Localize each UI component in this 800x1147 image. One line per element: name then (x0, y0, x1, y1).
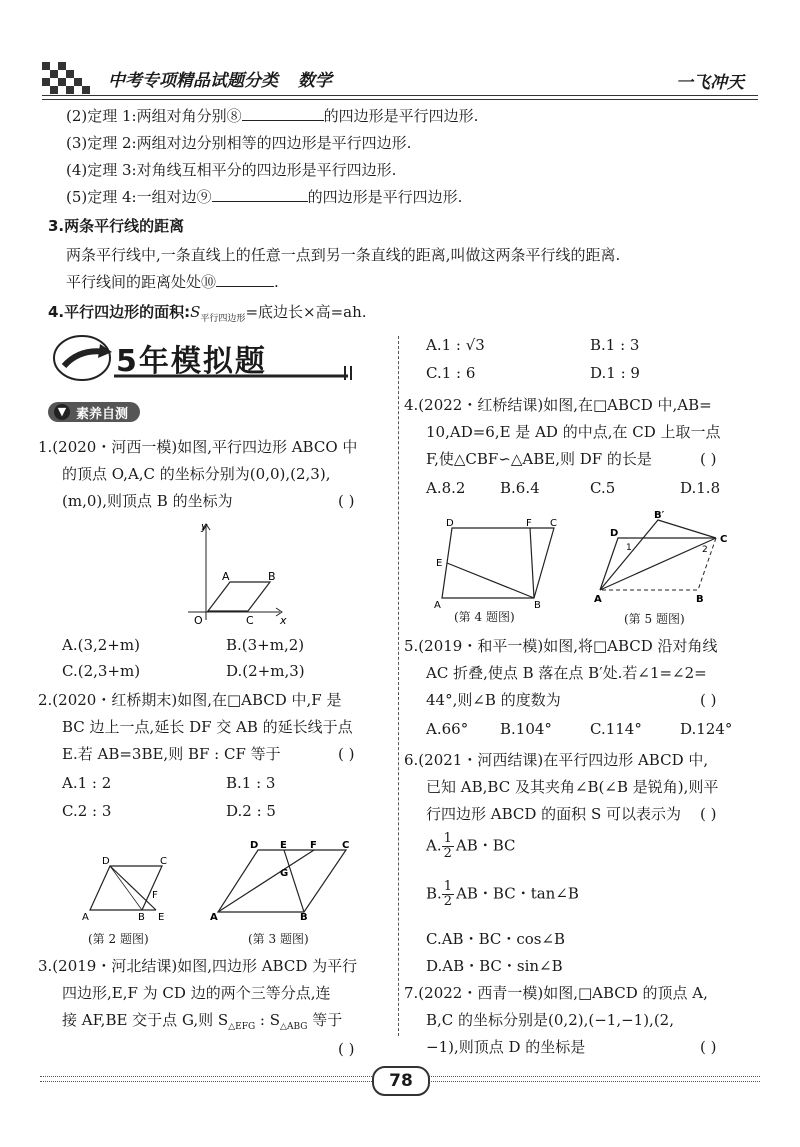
header-rule (42, 95, 758, 100)
q3-label-B: B (300, 912, 308, 922)
q7-line1: 7.(2022・西青一模)如图,□ABCD 的顶点 A, (404, 984, 708, 1002)
theorem-2: (3)定理 2:两组对边分别相等的四边形是平行四边形. (66, 134, 412, 152)
q4-option-c: C.5 (590, 479, 616, 497)
q1-label-A: A (222, 570, 230, 583)
arrow-down-icon: ▼ (54, 404, 70, 420)
q2-label-F: F (152, 890, 158, 901)
q6-line3: 行四边形 ABCD 的面积 S 可以表示为 (426, 805, 681, 823)
q3-label-G: G (280, 868, 289, 879)
q5-line1: 5.(2019・和平一模)如图,将□ABCD 沿对角线 (404, 637, 718, 655)
q1-option-d: D.(2+m,3) (226, 662, 305, 680)
q3-option-a: A.1 : √3 (426, 336, 485, 354)
q1-option-b: B.(3+m,2) (226, 636, 305, 654)
q2-line3: E.若 AB=3BE,则 BF : CF 等于 (62, 745, 281, 763)
q1-label-O: O (194, 614, 203, 627)
q3-label-D: D (250, 840, 259, 851)
q5-option-b: B.104° (500, 720, 552, 738)
q4-label-A: A (434, 600, 441, 610)
q5-option-c: C.114° (590, 720, 642, 738)
q4-line2: 10,AD=6,E 是 AD 的中点,在 CD 上取一点 (426, 423, 721, 441)
q1-option-a: A.(3,2+m) (62, 636, 140, 654)
q1-line1: 1.(2020・河西一模)如图,平行四边形 ABCO 中 (38, 438, 358, 456)
q4-label-F: F (526, 518, 532, 529)
q5-line3: 44°,则∠B 的度数为 (426, 691, 561, 709)
q4-label-B: B (534, 600, 541, 610)
q2-option-b: B.1 : 3 (226, 774, 276, 792)
q4-option-a: A.8.2 (426, 479, 466, 497)
q3-label-C: C (342, 840, 350, 851)
q5-option-d: D.124° (680, 720, 733, 738)
q1-label-B: B (268, 570, 276, 583)
q4-label-D: D (446, 518, 454, 529)
q2-option-d: D.2 : 5 (226, 802, 276, 820)
q1-line3: (m,0),则顶点 B 的坐标为 (62, 492, 233, 510)
q5-figure (592, 508, 742, 604)
q3-label-A: A (210, 912, 218, 922)
page-number: 78 (372, 1066, 430, 1096)
q5-label-C: C (720, 534, 728, 545)
q1-answer-paren: ( ) (338, 492, 355, 510)
q2-label-B: B (138, 912, 145, 923)
subtitle-badge: ▼ 素养自测 (48, 402, 140, 422)
q5-answer-paren: ( ) (700, 691, 717, 709)
column-divider (398, 336, 399, 1036)
q3-figure-caption: (第 3 题图) (248, 932, 309, 946)
q2-figure (78, 852, 178, 924)
q3-line1: 3.(2019・河北结课)如图,四边形 ABCD 为平行 (38, 957, 358, 975)
q7-line2: B,C 的坐标分别是(0,2),(−1,−1),(2, (426, 1011, 674, 1029)
q6-option-a: A. $\frac{1}{2}$ AB・BC (426, 831, 516, 861)
theorem-1: (2)定理 1:两组对角分别⑧ 的四边形是平行四边形. (66, 107, 479, 125)
q3-answer-paren: ( ) (338, 1040, 355, 1058)
q5-figure-caption: (第 5 题图) (624, 612, 685, 626)
section4-area: 4.平行四边形的面积$:S_{平行四边形}=$底边长×高=ah. (48, 303, 367, 324)
q2-line2: BC 边上一点,延长 DF 交 AB 的延长线于点 (62, 718, 353, 736)
q4-line3: F,使△CBF∽△ABE,则 DF 的长是 (426, 450, 652, 468)
subject-title: 数学 (297, 71, 332, 91)
banner-title: 5年模拟题 (116, 344, 267, 379)
q5-line2: AC 折叠,使点 B 落在点 B′处.若∠1=∠2= (426, 664, 707, 682)
q2-label-E: E (158, 912, 165, 923)
q3-option-d: D.1 : 9 (590, 364, 640, 382)
q5-label-B: B (696, 594, 704, 604)
section3-title: 3.两条平行线的距离 (48, 217, 185, 235)
q1-label-y: y (201, 520, 208, 533)
q6-option-b: B. $\frac{1}{2}$ AB・BC・tan∠B (426, 879, 579, 909)
q3-line2: 四边形,E,F 为 CD 边的两个三等分点,连 (62, 984, 331, 1002)
q5-label-angle2: 2 (702, 545, 708, 555)
q6-option-d: D.AB・BC・sin∠B (426, 957, 563, 975)
theorem-4: (5)定理 4:一组对边⑨ 的四边形是平行四边形. (66, 188, 463, 206)
q5-option-a: A.66° (426, 720, 469, 738)
q4-option-d: D.1.8 (680, 479, 721, 497)
q5-label-A: A (594, 594, 602, 604)
q2-label-C: C (160, 856, 167, 867)
q6-line1: 6.(2021・河西结课)在平行四边形 ABCD 中, (404, 751, 709, 769)
q4-figure (430, 514, 560, 610)
q3-option-b: B.1 : 3 (590, 336, 640, 354)
q4-answer-paren: ( ) (700, 450, 717, 468)
q1-option-c: C.(2,3+m) (62, 662, 141, 680)
q7-line3: −1),则顶点 D 的坐标是 (426, 1038, 586, 1056)
q4-label-E: E (436, 558, 443, 569)
q6-option-c: C.AB・BC・cos∠B (426, 930, 566, 948)
q6-answer-paren: ( ) (700, 805, 717, 823)
q3-line3: 接 AF,BE 交于点 G,则 $S_{\triangle EFG}$ : $S_{\triangle ABG}$ 等于 (62, 1011, 343, 1032)
q5-label-Bprime: B′ (654, 510, 665, 521)
q3-option-c: C.1 : 6 (426, 364, 476, 382)
q1-label-x: x (280, 614, 287, 627)
q3-figure (206, 836, 356, 922)
q2-label-D: D (102, 856, 110, 867)
q3-label-F: F (310, 840, 317, 851)
series-title: 中考专项精品试题分类 (108, 71, 278, 91)
q5-label-angle1: 1 (626, 543, 632, 553)
q2-figure-caption: (第 2 题图) (88, 932, 149, 946)
q2-option-c: C.2 : 3 (62, 802, 112, 820)
q4-label-C: C (550, 518, 557, 529)
section3-line2: 平行线间的距离处处⑩ . (66, 273, 279, 291)
q4-option-b: B.6.4 (500, 479, 540, 497)
q1-figure (180, 520, 290, 630)
q6-line2: 已知 AB,BC 及其夹角∠B(∠B 是锐角),则平 (426, 778, 719, 796)
q1-line2: 的顶点 O,A,C 的坐标分别为(0,0),(2,3), (62, 465, 331, 483)
q4-line1: 4.(2022・红桥结课)如图,在□ABCD 中,AB= (404, 396, 712, 414)
brand-logo: 一飞冲天 (676, 73, 744, 93)
q4-figure-caption: (第 4 题图) (454, 610, 515, 624)
q2-option-a: A.1 : 2 (62, 774, 112, 792)
q3-label-E: E (280, 840, 287, 851)
header-checker-icon (42, 62, 102, 96)
section3-line1: 两条平行线中,一条直线上的任意一点到另一条直线的距离,叫做这两条平行线的距离. (66, 246, 621, 264)
q7-answer-paren: ( ) (700, 1038, 717, 1056)
q2-line1: 2.(2020・红桥期末)如图,在□ABCD 中,F 是 (38, 691, 342, 709)
q2-label-A: A (82, 912, 89, 923)
theorem-3: (4)定理 3:对角线互相平分的四边形是平行四边形. (66, 161, 397, 179)
q1-label-C: C (246, 614, 254, 627)
q2-answer-paren: ( ) (338, 745, 355, 763)
q5-label-D: D (610, 528, 619, 539)
